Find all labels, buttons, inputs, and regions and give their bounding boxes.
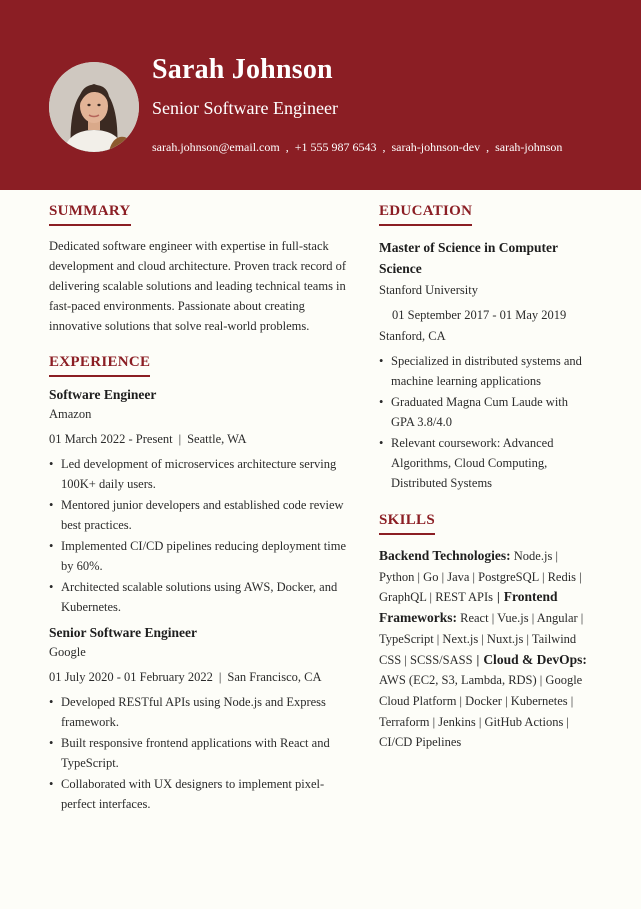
skill-group-separator: |	[496, 590, 500, 605]
summary-text: Dedicated software engineer with expertise in full-stack development and cloud architecture. Proven track record of delivering scalable solutions and leading technical teams in fast-paced environments. Passionate about creating innovative solutions that solve real-world problems.	[49, 239, 347, 333]
job-dates: 01 March 2022 - Present	[49, 432, 173, 446]
candidate-title: Senior Software Engineer	[152, 98, 338, 118]
contact-separator: ,	[486, 140, 490, 154]
skill-group-items: Node.js | Python | Go | Java | PostgreSQL | Redis | GraphQL | REST APIs	[379, 549, 582, 605]
summary-heading: SUMMARY	[49, 203, 131, 226]
contact-email[interactable]: sarah.johnson@email.com	[152, 140, 280, 154]
contact-separator: ,	[285, 140, 289, 154]
contact-phone[interactable]: +1 555 987 6543	[294, 140, 377, 154]
school-name: Stanford University	[379, 283, 478, 297]
education-bullet: • Graduated Magna Cum Laude with GPA 3.8/4.0	[379, 392, 594, 432]
skills-section	[379, 511, 594, 753]
candidate-name: Sarah Johnson	[152, 54, 333, 85]
education-bullets	[379, 351, 594, 493]
profile-photo-image	[49, 62, 139, 152]
job-bullets	[49, 454, 349, 617]
degree-title: Master of Science in Computer Science	[379, 240, 558, 276]
education-location: Stanford, CA	[379, 329, 446, 343]
contact-linkedin[interactable]: sarah-johnson	[495, 140, 563, 154]
job-title: Senior Software Engineer	[49, 625, 197, 640]
experience-heading: EXPERIENCE	[49, 354, 150, 377]
job-bullet: • Implemented CI/CD pipelines reducing deployment time by 60%.	[49, 536, 349, 576]
skill-group-separator: |	[476, 652, 480, 667]
job-meta	[49, 429, 349, 449]
job-location: Seattle, WA	[187, 432, 247, 446]
profile-photo	[49, 62, 139, 152]
job-bullet: • Built responsive frontend applications with React and TypeScript.	[49, 733, 349, 773]
contact-separator: ,	[382, 140, 386, 154]
job-dates: 01 July 2020 - 01 February 2022	[49, 670, 213, 684]
education-heading: EDUCATION	[379, 203, 472, 226]
skill-group-items: React | Vue.js | Angular | TypeScript | Next.js | Nuxt.js | Tailwind CSS | SCSS/SASS	[379, 611, 584, 667]
experience-section	[49, 353, 349, 814]
education-dates: 01 September 2017 - 01 May 2019	[392, 308, 567, 322]
meta-divider: |	[178, 432, 182, 446]
skill-group-label: Frontend Frameworks:	[379, 589, 558, 626]
skill-group-items: AWS (EC2, S3, Lambda, RDS) | Google Cloud Platform | Docker | Kubernetes | Terraform | Jenkins | GitHub Actions | CI/CD Pipelines	[379, 673, 583, 750]
job-company: Google	[49, 645, 86, 659]
skills-text	[379, 546, 594, 753]
skill-group-label: Backend Technologies:	[379, 548, 511, 563]
right-column	[379, 202, 594, 753]
education-bullet: • Relevant coursework: Advanced Algorithms, Cloud Computing, Distributed Systems	[379, 433, 594, 493]
job-bullet: • Led development of microservices architecture serving 100K+ daily users.	[49, 454, 349, 494]
summary-section	[49, 202, 349, 336]
job-entry	[49, 625, 349, 814]
job-entry	[49, 387, 349, 617]
job-company: Amazon	[49, 407, 92, 421]
contact-github[interactable]: sarah-johnson-dev	[391, 140, 481, 154]
job-bullet: • Collaborated with UX designers to implement pixel-perfect interfaces.	[49, 774, 349, 814]
contact-line	[152, 140, 562, 155]
job-title: Software Engineer	[49, 387, 157, 402]
resume-header	[0, 0, 641, 190]
job-meta	[49, 667, 349, 687]
job-bullets	[49, 692, 349, 814]
job-bullet: • Architected scalable solutions using AWS, Docker, and Kubernetes.	[49, 577, 349, 617]
skill-group-label: Cloud & DevOps:	[483, 651, 587, 667]
job-bullet: • Mentored junior developers and established code review best practices.	[49, 495, 349, 535]
skills-heading: SKILLS	[379, 512, 435, 535]
meta-divider: |	[218, 670, 222, 684]
job-bullet: • Developed RESTful APIs using Node.js and Express framework.	[49, 692, 349, 732]
left-column	[49, 202, 349, 815]
education-bullet: • Specialized in distributed systems and machine learning applications	[379, 351, 594, 391]
job-location: San Francisco, CA	[227, 670, 322, 684]
education-section	[379, 202, 594, 493]
